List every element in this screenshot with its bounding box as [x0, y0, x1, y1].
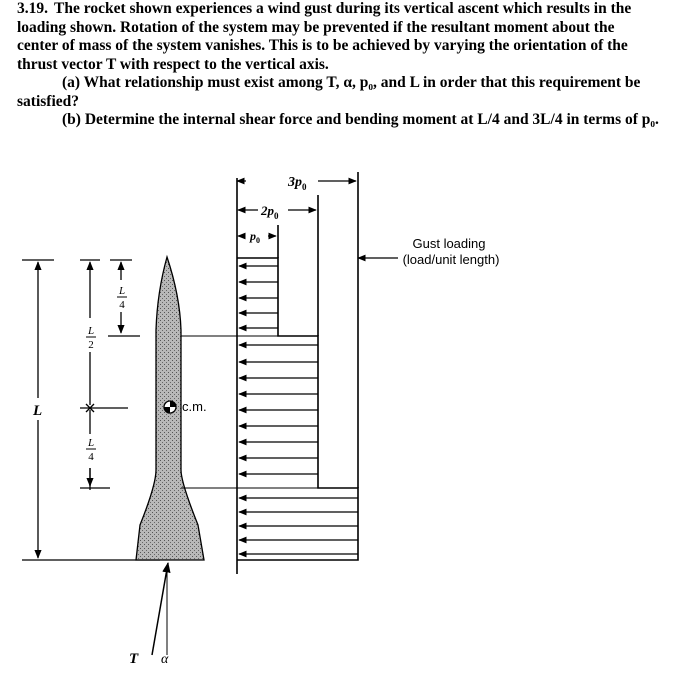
dimension-L: [22, 260, 160, 560]
frac-half-den: 2: [88, 339, 94, 351]
frac-top-den: 4: [119, 299, 125, 311]
gust-label-line-2: (load/unit length): [402, 252, 500, 267]
load-2p0: $2p_0$: [261, 203, 279, 221]
dimension-L-quarter-bottom: [80, 468, 110, 488]
thrust-vector: [152, 563, 168, 655]
gust-label-line-1: Gust loading: [412, 236, 486, 251]
part-b: (b) Determine the internal shear force and bending moment at L/4 and 3L/4 in terms of p₀.: [62, 111, 659, 128]
frac-top-num: L: [118, 285, 126, 297]
cm-label: c.m.: [182, 399, 207, 414]
dimension-L-quarter-top: [108, 260, 140, 336]
part-a-line-1: (a) What relationship must exist among T, α, p₀, and L in order that this requirement be: [62, 74, 641, 91]
label-L: L: [33, 403, 43, 419]
center-of-mass-icon: [164, 401, 176, 413]
intro-line-1: The rocket shown experiences a wind gust during its vertical ascent which results in the: [54, 0, 632, 17]
problem-number: 3.19.: [17, 0, 48, 17]
frac-half-num: L: [87, 325, 95, 337]
thrust-label: T: [129, 651, 139, 667]
frac-bottom-num: L: [87, 437, 95, 449]
frac-bottom-den: 4: [88, 451, 94, 463]
section-guide-lines: [181, 336, 358, 488]
load-3p0: $3p_0$: [288, 175, 307, 192]
intro-line-3: center of mass of the system vanishes. This is to be achieved by varying the orientation of the: [17, 37, 628, 54]
load-p0: $p_0$: [250, 229, 260, 245]
intro-line-2: loading shown. Rotation of the system may be prevented if the resultant moment about the: [17, 18, 615, 36]
part-a-line-2: satisfied?: [17, 92, 79, 110]
angle-alpha: α: [161, 652, 169, 667]
gust-load-arrows: [239, 266, 359, 554]
intro-line-4: thrust vector T with respect to the vertical axis.: [17, 55, 329, 73]
